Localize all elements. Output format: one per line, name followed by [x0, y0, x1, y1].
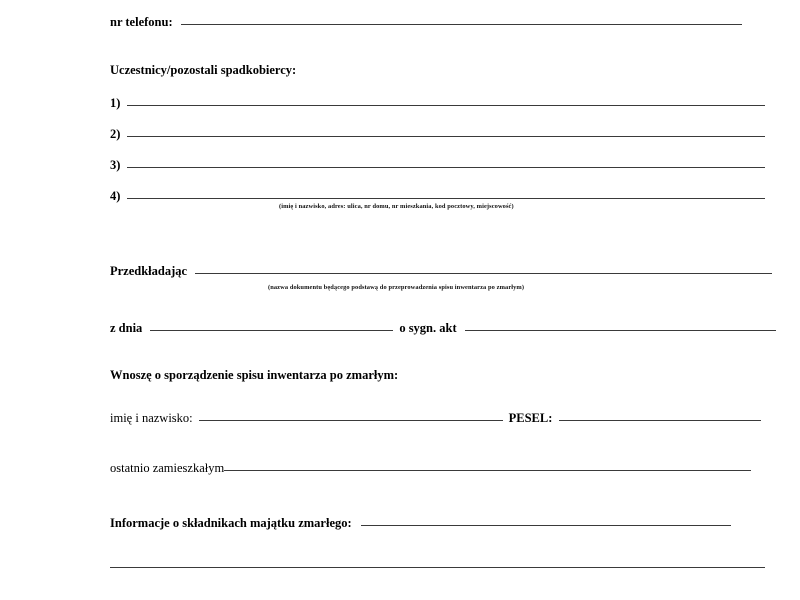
participant-row-1	[110, 96, 765, 111]
phone-input-rule[interactable]	[181, 24, 742, 25]
deceased-name-input-rule[interactable]	[199, 420, 503, 421]
participant-row-3	[110, 158, 765, 173]
participants-heading	[110, 64, 296, 78]
request-heading-text: Wnoszę o sporządzenie spisu inwentarza po zmarłym:	[110, 368, 399, 382]
deceased-name-row	[110, 412, 761, 426]
assets-input-rule-2[interactable]	[110, 567, 765, 568]
case-number-label: o sygn. akt	[399, 321, 457, 335]
assets-heading-text: Informacje o składnikach majątku zmarłego:	[110, 516, 352, 530]
participant-row-4	[110, 189, 765, 204]
deceased-address-label: ostatnio zamieszkałym	[110, 461, 225, 475]
pesel-input-rule[interactable]	[559, 420, 761, 421]
phone-label: nr telefonu:	[110, 15, 173, 29]
participant-input-rule-1[interactable]	[127, 105, 765, 106]
participant-marker-4: 4)	[110, 189, 121, 203]
date-input-rule[interactable]	[150, 330, 393, 331]
phone-row	[110, 16, 742, 30]
participants-heading-text: Uczestnicy/pozostali spadkobiercy:	[110, 63, 297, 77]
pesel-label: PESEL:	[508, 411, 553, 425]
date-case-row	[110, 322, 776, 336]
case-number-input-rule[interactable]	[465, 330, 776, 331]
submitting-caption: (nazwa dokumentu będącego podstawą do przeprowadzenia spisu inwentarza po zmarłym)	[268, 284, 525, 291]
participant-marker-1: 1)	[110, 96, 121, 110]
deceased-address-input-rule[interactable]	[224, 470, 751, 471]
participant-marker-2: 2)	[110, 127, 121, 141]
deceased-address-row	[110, 462, 751, 476]
participant-row-2	[110, 127, 765, 142]
submitting-input-rule[interactable]	[195, 273, 772, 274]
assets-input-rule-1[interactable]	[361, 525, 731, 526]
participant-input-rule-3[interactable]	[127, 167, 765, 168]
request-heading	[110, 369, 398, 383]
participants-caption: (imię i nazwisko, adres: ulica, nr domu, nr mieszkania, kod pocztowy, miejscowość)	[279, 203, 514, 210]
submitting-label: Przedkładając	[110, 264, 188, 278]
participant-marker-3: 3)	[110, 158, 121, 172]
participant-input-rule-4[interactable]	[127, 198, 765, 199]
submitting-row	[110, 265, 772, 279]
participant-input-rule-2[interactable]	[127, 136, 765, 137]
date-label: z dnia	[110, 321, 143, 335]
assets-heading-row	[110, 517, 731, 531]
deceased-name-label: imię i nazwisko:	[110, 411, 193, 425]
